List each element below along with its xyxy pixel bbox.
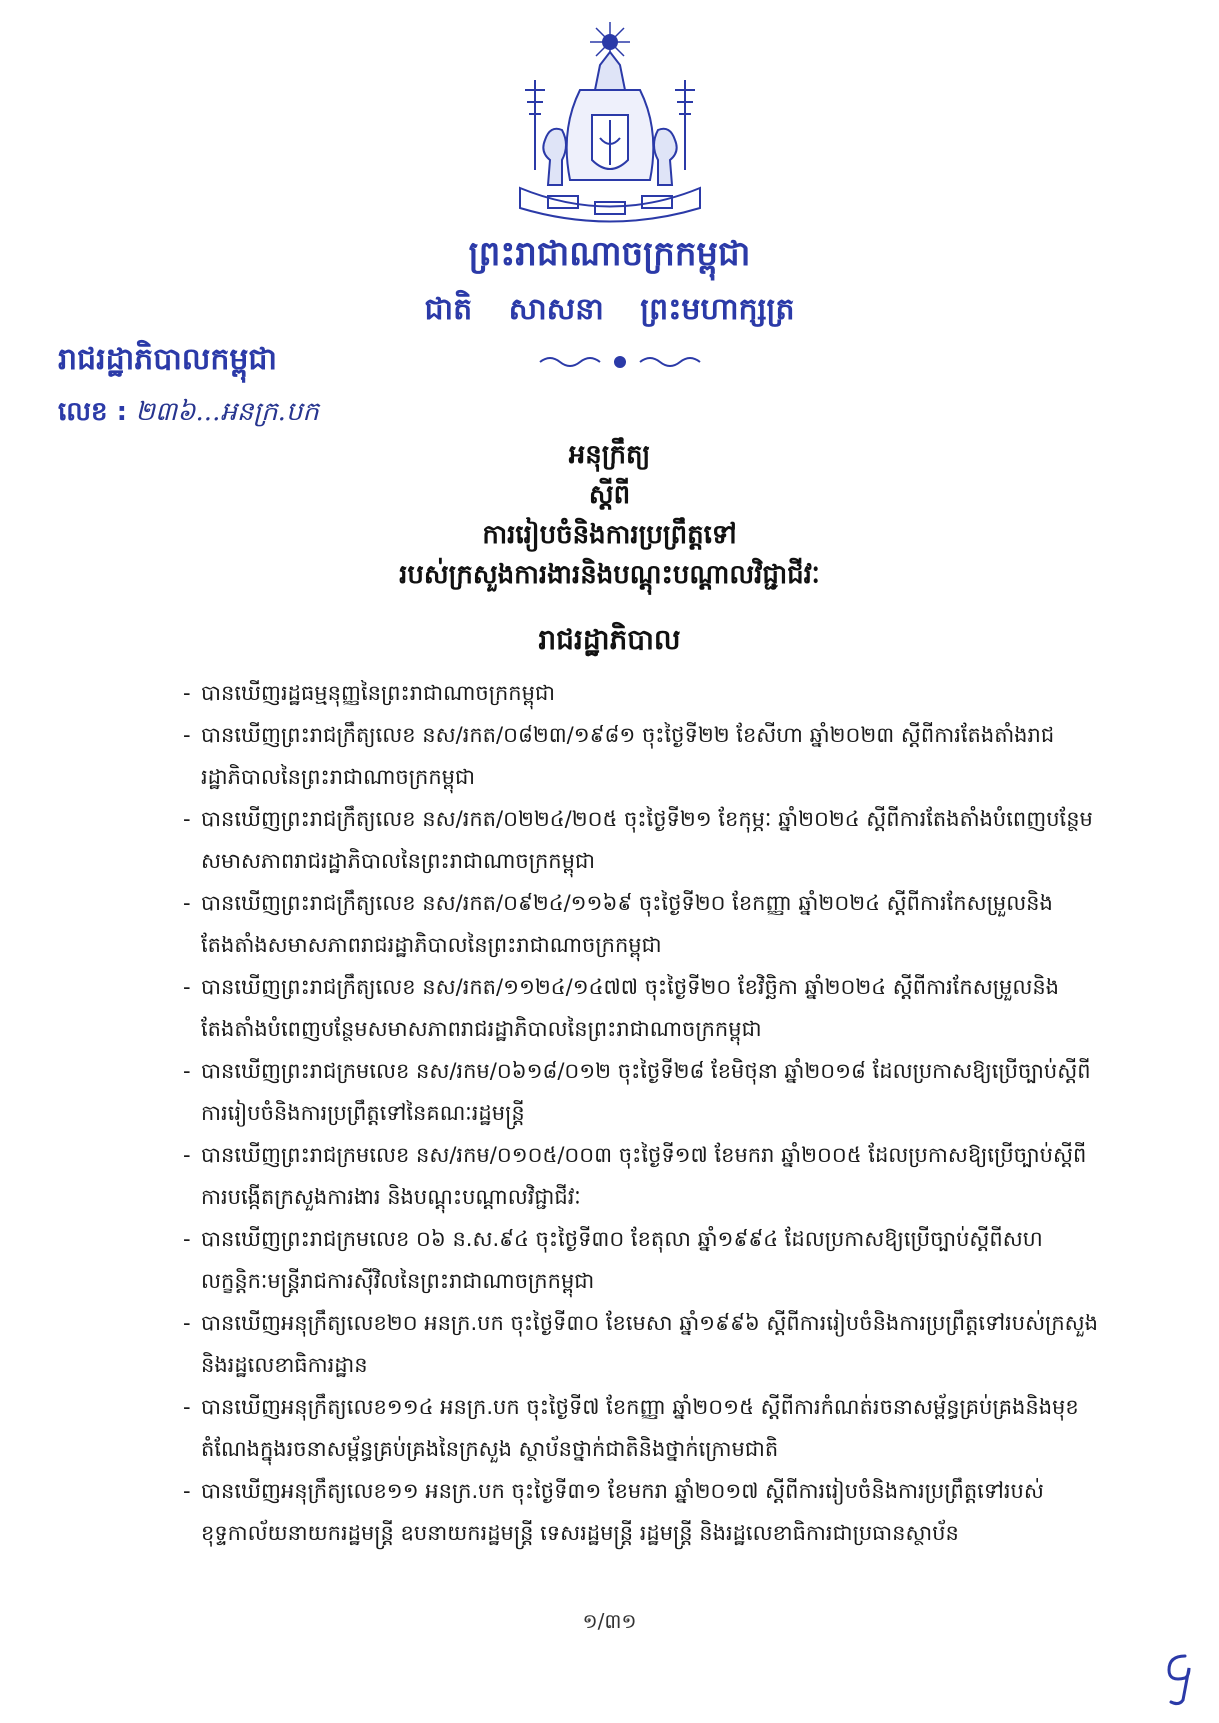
- list-item: - បានឃើញព្រះរាជក្រមលេខ ០៦ ន.ស.៩៤ ចុះថ្ងៃទី៣០ ខែតុលា ឆ្នាំ១៩៩៤ ដែលប្រកាសឱ្យប្រើច្បាប់ស្តីពីសហលក្ខន្តិកៈមន្ត្រីរាជការស៊ីវិលនៃព្រះរាជាណាចក្រកម្ពុជា: [185, 1218, 1100, 1302]
- list-item: - បានឃើញអនុក្រឹត្យលេខ១១ អនក្រ.បក ចុះថ្ងៃទី៣១ ខែមករា ឆ្នាំ២០១៧ ស្តីពីការរៀបចំនិងការប្រព្រឹត្តទៅរបស់ខុទ្ទកាល័យនាយករដ្ឋមន្ត្រី ឧបនាយករដ្ឋមន្ត្រី ទេសរដ្ឋមន្ត្រី រដ្ឋមន្ត្រី និងរដ្ឋលេខាធិការជាប្រធានស្ថាប័ន: [185, 1470, 1100, 1554]
- reference-label: លេខ :: [58, 397, 127, 427]
- reference-value: ២៣៦...អនក្រ.បក: [135, 397, 319, 427]
- royal-coat-of-arms-icon: [500, 20, 720, 230]
- motto-religion: សាសនា: [508, 292, 604, 327]
- national-motto: [0, 290, 1219, 334]
- reference-number: [58, 395, 319, 433]
- preamble-clauses: [185, 672, 1100, 1554]
- list-item: - បានឃើញអនុក្រឹត្យលេខ២០ អនក្រ.បក ចុះថ្ងៃទី៣០ ខែមេសា ឆ្នាំ១៩៩៦ ស្តីពីការរៀបចំនិងការប្រព្រឹត្តទៅរបស់ក្រសួងនិងរដ្ឋលេខាធិការដ្ឋាន: [185, 1302, 1100, 1386]
- kingdom-name: ព្រះរាជាណាចក្រកម្ពុជា: [468, 234, 751, 274]
- list-item: - បានឃើញអនុក្រឹត្យលេខ១១៤ អនក្រ.បក ចុះថ្ងៃទី៧ ខែកញ្ញា ឆ្នាំ២០១៥ ស្តីពីការកំណត់រចនាសម្ព័ន្ធគ្រប់គ្រងនិងមុខតំណែងក្នុងរចនាសម្ព័ន្ធគ្រប់គ្រងនៃក្រសួង ស្ថាប័នថ្នាក់ជាតិនិងថ្នាក់ក្រោមជាតិ: [185, 1386, 1100, 1470]
- page-number: ១/៣១: [582, 1609, 637, 1633]
- motto-nation: ជាតិ: [424, 292, 473, 327]
- list-item: - បានឃើញព្រះរាជក្រមលេខ នស/រកម/០៦១៨/០១២ ចុះថ្ងៃទី២៨ ខែមិថុនា ឆ្នាំ២០១៨ ដែលប្រកាសឱ្យប្រើច្បាប់ស្តីពីការរៀបចំនិងការប្រព្រឹត្តទៅនៃគណៈរដ្ឋមន្ត្រី: [185, 1050, 1100, 1134]
- doc-type: អនុក្រឹត្យ: [568, 440, 651, 470]
- preamble-heading: រាជរដ្ឋាភិបាល: [538, 623, 681, 656]
- document-title: [0, 435, 1219, 595]
- doc-subject-line1: ការរៀបចំនិងការប្រព្រឹត្តទៅ: [482, 520, 737, 550]
- list-item: - បានឃើញព្រះរាជក្រមលេខ នស/រកម/០១០៥/០០៣ ចុះថ្ងៃទី១៧ ខែមករា ឆ្នាំ២០០៥ ដែលប្រកាសឱ្យប្រើច្បាប់ស្តីពីការបង្កើតក្រសួងការងារ និងបណ្តុះបណ្តាលវិជ្ជាជីវៈ: [185, 1134, 1100, 1218]
- issuer-name: រាជរដ្ឋាភិបាលកម្ពុជា: [58, 342, 277, 377]
- doc-about: ស្តីពី: [588, 480, 631, 510]
- list-item: - បានឃើញព្រះរាជក្រឹត្យលេខ នស/រកត/០៨២៣/១៩៨១ ចុះថ្ងៃទី២២ ខែសីហា ឆ្នាំ២០២៣ ស្តីពីការតែងតាំងរាជរដ្ឋាភិបាលនៃព្រះរាជាណាចក្រកម្ពុជា: [185, 714, 1100, 798]
- decorative-divider-icon: [535, 352, 705, 372]
- doc-subject-line2: របស់ក្រសួងការងារនិងបណ្តុះបណ្តាលវិជ្ជាជីវៈ: [399, 560, 820, 590]
- list-item: - បានឃើញព្រះរាជក្រឹត្យលេខ នស/រកត/០២២៤/២០៥ ចុះថ្ងៃទី២១ ខែកុម្ភៈ ឆ្នាំ២០២៤ ស្តីពីការតែងតាំងបំពេញបន្ថែមសមាសភាពរាជរដ្ឋាភិបាលនៃព្រះរាជាណាចក្រកម្ពុជា: [185, 798, 1100, 882]
- handwritten-page-mark: [1155, 1648, 1205, 1708]
- list-item: - បានឃើញព្រះរាជក្រឹត្យលេខ នស/រកត/០៩២៤/១១៦៩ ចុះថ្ងៃទី២០ ខែកញ្ញា ឆ្នាំ២០២៤ ស្តីពីការកែសម្រួលនិងតែងតាំងសមាសភាពរាជរដ្ឋាភិបាលនៃព្រះរាជាណាចក្រកម្ពុជា: [185, 882, 1100, 966]
- motto-king: ព្រះមហាក្សត្រ: [640, 292, 795, 327]
- list-item: - បានឃើញព្រះរាជក្រឹត្យលេខ នស/រកត/១១២៤/១៤៧៧ ចុះថ្ងៃទី២០ ខែវិច្ឆិកា ឆ្នាំ២០២៤ ស្តីពីការកែសម្រួលនិងតែងតាំងបំពេញបន្ថែមសមាសភាពរាជរដ្ឋាភិបាលនៃព្រះរាជាណាចក្រកម្ពុជា: [185, 966, 1100, 1050]
- list-item: - បានឃើញរដ្ឋធម្មនុញ្ញនៃព្រះរាជាណាចក្រកម្ពុជា: [185, 672, 1100, 714]
